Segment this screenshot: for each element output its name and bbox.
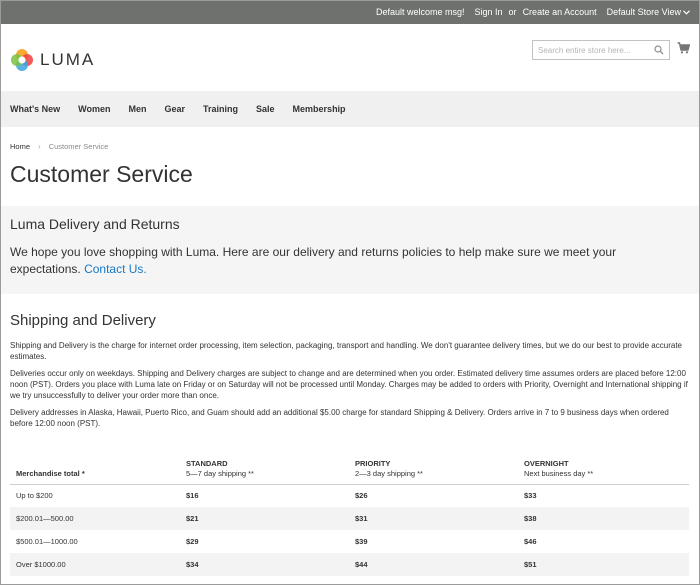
table-cell-priority: $39 [355, 537, 368, 546]
breadcrumb-separator-icon: › [38, 141, 41, 151]
delivery-intro-block [0, 206, 700, 294]
table-cell-range: $200.01—500.00 [10, 507, 180, 530]
page-title: Customer Service [10, 161, 193, 187]
logo-text: LUMA [40, 50, 96, 69]
table-cell-priority: $31 [349, 507, 518, 530]
sign-in-link[interactable]: Sign In [474, 7, 503, 17]
table-cell-priority: $26 [355, 491, 368, 501]
table-header-row [10, 456, 689, 484]
table-cell-overnight: $38 [518, 507, 689, 530]
nav-item-membership[interactable]: Membership [292, 104, 346, 114]
table-cell-overnight: $46 [524, 537, 537, 546]
table-row [10, 484, 689, 507]
table-cell-standard: $16 [186, 491, 199, 501]
search-box [532, 40, 670, 60]
intro-text-wrapper [10, 244, 690, 278]
breadcrumb-current: Customer Service [48, 141, 109, 151]
table-cell-standard: $21 [180, 507, 349, 530]
intro-text: We hope you love shopping with Luma. Here are our delivery and returns policies to help make sure we meet your expectations. [10, 245, 617, 276]
table-cell-priority: $44 [349, 553, 518, 576]
shipping-section [10, 311, 690, 429]
store-view-label: Default Store View [606, 7, 681, 17]
table-row [10, 553, 689, 576]
or-text: or [508, 7, 517, 17]
welcome-message: Default welcome msg! [375, 7, 465, 17]
table-row [10, 530, 689, 553]
create-account-link[interactable]: Create an Account [522, 7, 597, 17]
table-cell-range: Up to $200 [16, 491, 53, 501]
shipping-rates-table [10, 456, 689, 576]
main-nav [0, 91, 700, 127]
header-standard-sub: 5—7 day shipping ** [186, 468, 254, 478]
nav-item-sale[interactable]: Sale [256, 104, 275, 114]
header-priority-sub: 2—3 day shipping ** [355, 468, 423, 478]
contact-us-link[interactable]: Contact Us. [84, 262, 147, 276]
header-standard: STANDARD 5—7 day shipping ** [180, 456, 349, 484]
nav-item-whats-new[interactable]: What's New [10, 104, 61, 114]
header-overnight: OVERNIGHT Next business day ** [518, 456, 689, 484]
header-merchandise-total: Merchandise total * [10, 456, 180, 484]
header-priority: PRIORITY 2—3 day shipping ** [349, 456, 518, 484]
header [0, 24, 700, 91]
table-cell-overnight: $51 [518, 553, 689, 576]
logo[interactable] [10, 48, 95, 72]
breadcrumb [0, 141, 700, 151]
shipping-paragraph-2: Deliveries occur only on weekdays. Shipping and Delivery charges are subject to change and are determined when you order. Estimated delivery time assumes orders are placed before 12:00 noon (PST). Orders you place with Luma late on Friday or on Saturday will not be processed until Monday. Charges may be added to orders with Priority, Overnight and International shipping if we try unsuccessfully to deliver your order more than once. [10, 369, 688, 400]
search-input[interactable] [533, 41, 649, 59]
table-cell-standard: $29 [186, 537, 199, 546]
top-panel [0, 0, 700, 24]
shipping-paragraph-3: Delivery addresses in Alaska, Hawaii, Puerto Rico, and Guam should add an additional $5.00 charge for standard Shipping & Delivery. Orders arrive in 7 to 9 business days when ordered before 12:00 noon (PST). [10, 408, 669, 428]
nav-item-training[interactable]: Training [203, 104, 239, 114]
table-cell-range: $500.01—1000.00 [16, 537, 78, 546]
shipping-title: Shipping and Delivery [10, 312, 156, 329]
breadcrumb-home[interactable]: Home [10, 141, 31, 151]
cart-icon[interactable] [677, 42, 690, 54]
nav-item-gear[interactable]: Gear [164, 104, 186, 114]
nav-item-women[interactable]: Women [78, 104, 111, 114]
luma-logo-icon [10, 48, 34, 72]
header-overnight-sub: Next business day ** [524, 468, 594, 478]
store-view-switcher[interactable] [607, 7, 690, 17]
shipping-paragraph-1: Shipping and Delivery is the charge for internet order processing, item selection, packaging, transport and handling. We don't guarantee delivery times, but we do our best to provide accurate estimates. [10, 341, 682, 361]
table-cell-range: Over $1000.00 [10, 553, 180, 576]
table-row [10, 507, 689, 530]
intro-title: Luma Delivery and Returns [10, 216, 180, 232]
nav-item-men[interactable]: Men [128, 104, 147, 114]
search-icon[interactable] [654, 45, 664, 55]
chevron-down-icon [683, 10, 690, 15]
table-cell-standard: $34 [180, 553, 349, 576]
table-cell-overnight: $33 [524, 491, 537, 501]
